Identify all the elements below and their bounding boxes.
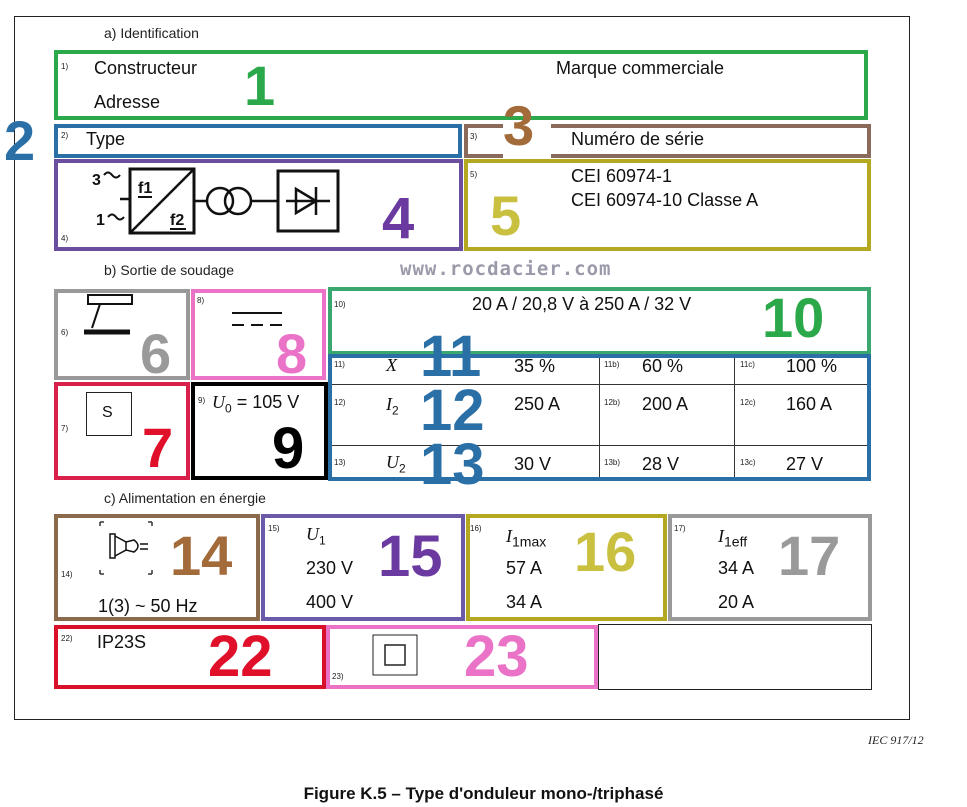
box-2-number: 2: [4, 109, 36, 172]
box-3-number: 3: [503, 94, 535, 157]
max-current-2: 34 A: [506, 592, 543, 612]
ip-rating: IP23S: [97, 632, 147, 652]
box-9-number: 9: [272, 416, 305, 481]
box-4-sup: 4): [61, 234, 69, 243]
symbol-label-3: 3: [92, 172, 101, 189]
box-12-number: 12: [420, 378, 485, 443]
box-2-sup: 2): [61, 131, 69, 140]
box-17-number: 17: [778, 524, 841, 587]
max-current-symbol: $I_{1max}$: [506, 526, 547, 550]
watermark-text: www.rocdacier.com: [400, 258, 612, 280]
row-11-value-1: 35 %: [514, 356, 556, 376]
type-label: Type: [86, 129, 126, 149]
numero-serie-label: Numéro de série: [571, 129, 705, 149]
empty-cell: [598, 624, 872, 690]
section-c-title: c) Alimentation en énergie: [104, 490, 266, 506]
row-13-sup-3: 13c): [740, 458, 756, 467]
box-16-max-current: [466, 514, 667, 621]
box-23-insulation: [326, 625, 598, 689]
row-12-sup-3: 12c): [740, 398, 756, 407]
box-17-sup: 17): [674, 524, 686, 533]
row-13-sup-2: 13b): [604, 458, 621, 467]
box-15-number: 15: [378, 524, 443, 589]
supply-frequency: 1(3) ~ 50 Hz: [98, 596, 198, 616]
supply-voltage-1: 230 V: [306, 558, 354, 578]
supply-voltage-2: 400 V: [306, 592, 354, 612]
mains-plug-icon: [96, 518, 160, 578]
row-11-sup-3: 11c): [740, 360, 755, 369]
box-11-number: 11: [420, 324, 482, 389]
box-9-sup: 9): [198, 396, 206, 405]
row-11-sup-2: 11b): [604, 360, 620, 369]
row-12-value-3: 160 A: [786, 394, 833, 414]
row-11-symbol: X: [386, 355, 397, 375]
open-voltage-value: = 105 V: [236, 392, 300, 412]
u-symbol: U: [212, 392, 225, 412]
box-16-number: 16: [574, 520, 637, 583]
box-22-protection: [54, 625, 326, 689]
row-13-value-1: 30 V: [514, 454, 552, 474]
box-14-sup: 14): [61, 570, 73, 579]
box-4-number: 4: [382, 186, 415, 251]
constructeur-label: Constructeur: [94, 58, 198, 78]
box-10-sup: 10): [334, 300, 346, 309]
row-12-sup-2: 12b): [604, 398, 621, 407]
box-6-number: 6: [140, 322, 172, 385]
section-a-title: a) Identification: [104, 25, 199, 41]
box-8-sup: 8): [197, 296, 205, 305]
double-insulation-icon: [372, 634, 418, 676]
row-11-value-3: 100 %: [786, 356, 838, 376]
inverter-symbol-icon: [86, 163, 366, 239]
row-11-sup: 11): [334, 360, 345, 369]
box-23-number: 23: [464, 624, 529, 689]
box-8-number: 8: [276, 322, 308, 385]
box-15-sup: 15): [268, 524, 280, 533]
box-17-eff-current: [668, 514, 872, 621]
iec-reference: IEC 917/12: [868, 733, 924, 747]
symbol-label-f1: f1: [138, 180, 153, 197]
box-3-sup: 3): [470, 132, 478, 141]
box-13-number: 13: [420, 432, 485, 497]
s-mark-label: S: [102, 404, 113, 421]
row-13-value-3: 27 V: [786, 454, 824, 474]
box-5-number: 5: [490, 184, 522, 247]
welding-electrode-icon: [82, 292, 138, 342]
row-12-sup: 12): [334, 398, 346, 407]
eff-current-2: 20 A: [718, 592, 755, 612]
box-16-sup: 16): [470, 524, 482, 533]
row-13-symbol: $U_2$: [386, 452, 406, 476]
standard-line-1: CEI 60974-1: [571, 166, 673, 186]
symbol-label-1: 1: [96, 212, 105, 229]
box-14-number: 14: [170, 524, 233, 587]
box-5-sup: 5): [470, 170, 478, 179]
eff-current-symbol: $I_{1eff}$: [718, 526, 748, 550]
row-11-value-2: 60 %: [642, 356, 684, 376]
row-12-symbol: $I_2$: [386, 394, 399, 418]
section-b-title: b) Sortie de soudage: [104, 262, 234, 278]
box-1-number: 1: [244, 54, 276, 117]
eff-current-1: 34 A: [718, 558, 755, 578]
box-22-number: 22: [208, 624, 273, 689]
marque-commerciale-label: Marque commerciale: [556, 58, 725, 78]
box-22-sup: 22): [61, 634, 73, 643]
box-1-sup: 1): [61, 62, 69, 71]
current-range-value: 20 A / 20,8 V à 250 A / 32 V: [472, 294, 692, 314]
supply-voltage-symbol: $U_1$: [306, 524, 326, 548]
standard-line-2: CEI 60974-10 Classe A: [571, 190, 759, 210]
box-6-sup: 6): [61, 328, 69, 337]
u-subscript: 0: [225, 401, 232, 416]
box-10-number: 10: [762, 286, 825, 349]
row-12-value-2: 200 A: [642, 394, 689, 414]
box-23-sup: 23): [332, 672, 344, 681]
open-circuit-voltage: [212, 392, 299, 416]
row-12-value-1: 250 A: [514, 394, 561, 414]
figure-caption: Figure K.5 – Type d'onduleur mono-/triphasé: [303, 784, 664, 803]
max-current-1: 57 A: [506, 558, 543, 578]
adresse-label: Adresse: [94, 92, 161, 112]
box-7-sup: 7): [61, 424, 69, 433]
symbol-label-f2: f2: [170, 212, 185, 229]
box-7-number: 7: [142, 416, 174, 479]
row-13-sup: 13): [334, 458, 346, 467]
row-13-value-2: 28 V: [642, 454, 680, 474]
